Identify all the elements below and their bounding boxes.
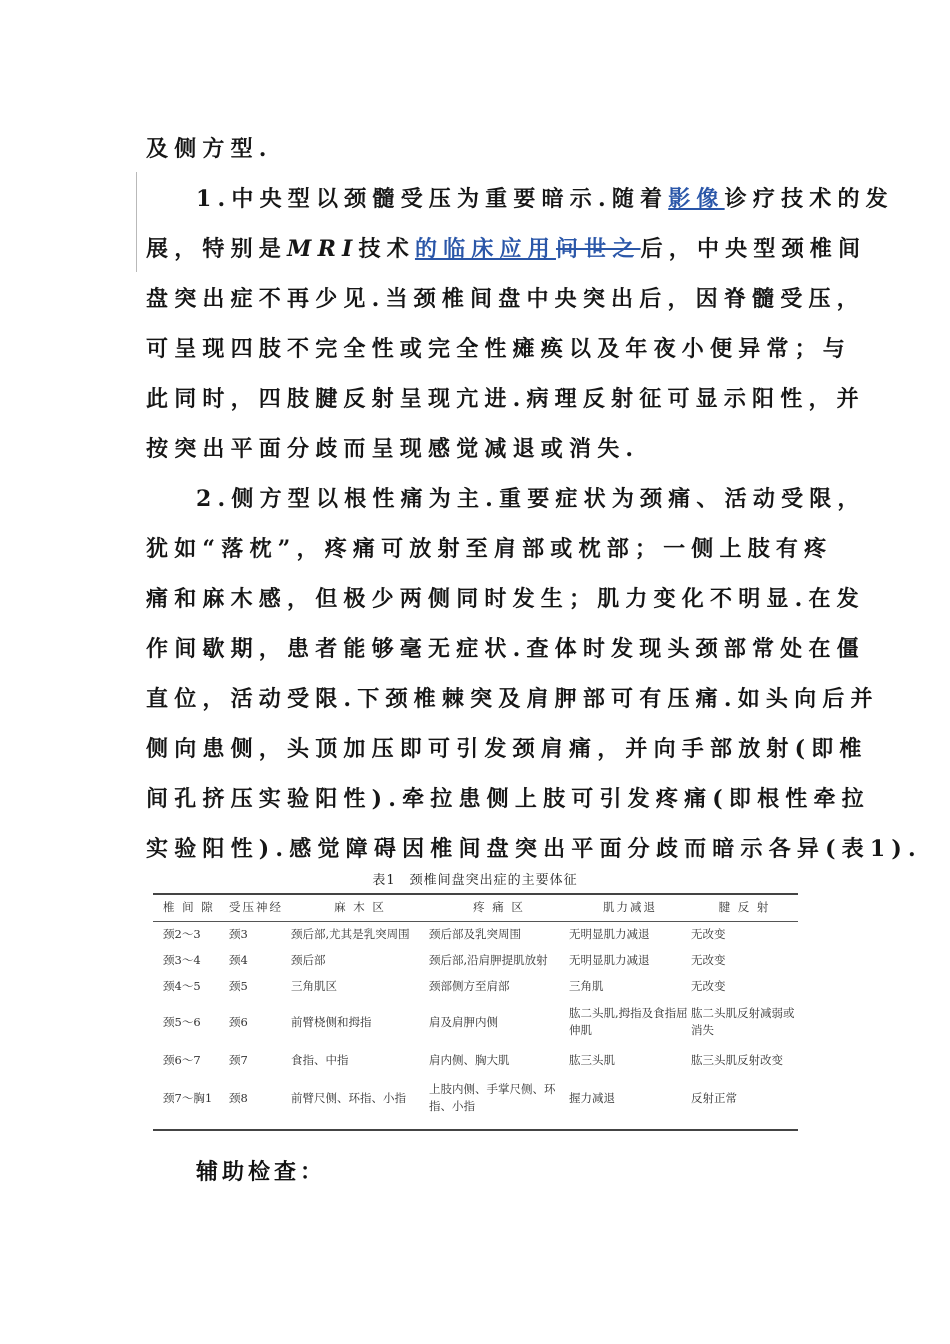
- table-cell: 前臂尺侧、环指、小指: [291, 1090, 406, 1105]
- text-run: 1.中央型以颈髓受压为重要暗示.随着: [196, 186, 669, 212]
- text-run: 犹如“落枕”，疼痛可放射至肩部或枕部；一侧上肢有疼: [146, 536, 833, 562]
- text-run: 展，特别是: [146, 236, 288, 262]
- table-cell: 颈5～6: [163, 1014, 201, 1029]
- table-header-cell: 肌力减退: [603, 900, 657, 914]
- table-cell: 肩内侧、胸大肌: [429, 1052, 510, 1067]
- table-cell: 无改变: [691, 926, 726, 941]
- margin-marker: [136, 172, 137, 272]
- table-cell: 无改变: [691, 952, 726, 967]
- text-run: 后，中央型颈椎间: [640, 236, 867, 262]
- table-cell: 颈7: [229, 1052, 248, 1067]
- table-cell: 无明显肌力减退: [569, 926, 650, 941]
- table-cell: 上肢内侧、手掌尺侧、环指、小指: [429, 1082, 556, 1113]
- paragraph-line: [146, 434, 806, 464]
- table-cell: 肱三头肌: [569, 1052, 615, 1067]
- table-row: [153, 947, 798, 973]
- table-cell: 颈3: [229, 926, 248, 941]
- table-cell: 颈6: [229, 1014, 248, 1029]
- table-row: [153, 921, 798, 947]
- table-cell: 肱三头肌反射改变: [691, 1052, 783, 1067]
- table-cell: 三角肌: [569, 978, 604, 993]
- table-cell: 颈5: [229, 978, 248, 993]
- table-header-row: [153, 893, 798, 921]
- table-row: [153, 1075, 798, 1121]
- section-heading: 辅助检查：: [196, 1159, 327, 1185]
- text-run: 直位，活动受限.下颈椎棘突及肩胛部可有压痛.如头向后并: [146, 686, 879, 712]
- table-cell: 无改变: [691, 978, 726, 993]
- table-cell: 颈7～胸1: [163, 1090, 213, 1105]
- table-cell: 颈2～3: [163, 926, 201, 941]
- text-run: 作间歇期，患者能够毫无症状.查体时发现头颈部常处在僵: [146, 636, 865, 662]
- text-run: 间孔挤压实验阳性).牵拉患侧上肢可引发疼痛(即根性牵拉: [146, 786, 870, 812]
- table-header-cell: 麻 木 区: [334, 900, 386, 914]
- paragraph-line: [146, 834, 922, 864]
- table-header-cell: 椎 间 隙: [163, 900, 215, 914]
- paragraph-line: [146, 134, 806, 164]
- highlighted-text: 影像: [668, 186, 725, 212]
- struck-text: 问世之: [555, 236, 641, 262]
- table-header-cell: 受压神经: [229, 900, 283, 914]
- table-bottom-rule: [153, 1129, 798, 1131]
- table-cell: 肱二头肌,拇指及食指屈伸肌: [569, 1006, 688, 1037]
- text-run: 诊疗技术的发: [724, 186, 894, 212]
- paragraph-line: [146, 284, 865, 314]
- table-row: [153, 999, 798, 1045]
- text-run: 及侧方型.: [146, 136, 273, 162]
- table-row: [153, 1045, 798, 1075]
- table-cell: 颈部侧方至肩部: [429, 978, 510, 993]
- paragraph-line: [146, 334, 852, 364]
- paragraph-line: [146, 734, 868, 764]
- paragraph-line: [146, 684, 879, 714]
- symptom-table: [153, 893, 798, 1121]
- text-run: 可呈现四肢不完全性或完全性瘫痪以及年夜小便异常；与: [146, 336, 852, 362]
- table-caption: 表1 颈椎间盘突出症的主要体征: [372, 873, 578, 888]
- paragraph-line: [146, 384, 865, 414]
- paragraph-line: [146, 634, 865, 664]
- text-run: 痛和麻木感，但极少两侧同时发生；肌力变化不明显.在发: [146, 586, 865, 612]
- table-header-cell: 疼 痛 区: [473, 900, 525, 914]
- table-cell: 反射正常: [691, 1090, 737, 1105]
- table-cell: 颈后部,尤其是乳突周围: [291, 926, 410, 941]
- table-cell: 颈4: [229, 952, 248, 967]
- table-cell: 肩及肩胛内侧: [429, 1014, 498, 1029]
- text-run: 按突出平面分歧而呈现感觉减退或消失.: [146, 436, 640, 462]
- table-row: [153, 973, 798, 999]
- table-cell: 颈8: [229, 1090, 248, 1105]
- table-cell: 食指、中指: [291, 1052, 349, 1067]
- table-cell: 颈6～7: [163, 1052, 201, 1067]
- paragraph-line: [146, 584, 865, 614]
- paragraph-line: [146, 534, 833, 564]
- text-run: 技术: [358, 236, 415, 262]
- table-cell: 握力减退: [569, 1090, 615, 1105]
- text-run: 侧向患侧，头顶加压即可引发颈肩痛，并向手部放射(即椎: [146, 736, 868, 762]
- table-cell: 无明显肌力减退: [569, 952, 650, 967]
- table-cell: 前臂桡侧和拇指: [291, 1014, 372, 1029]
- paragraph-line: [146, 234, 867, 264]
- table-cell: 颈后部及乳突周围: [429, 926, 521, 941]
- paragraph-line: [196, 484, 866, 514]
- text-run: MRI: [287, 236, 359, 262]
- text-run: 盘突出症不再少见.当颈椎间盘中央突出后，因脊髓受压，: [146, 286, 865, 312]
- table-cell: 颈后部: [291, 952, 326, 967]
- table-header-cell: 腱 反 射: [718, 900, 771, 914]
- paragraph-line: [196, 184, 894, 214]
- table-cell: 三角肌区: [291, 978, 337, 993]
- text-run: 实验阳性).感觉障碍因椎间盘突出平面分歧而暗示各异(表1).: [146, 836, 922, 862]
- highlighted-text: 的临床应用: [414, 236, 556, 262]
- text-run: 2.侧方型以根性痛为主.重要症状为颈痛、活动受限，: [196, 486, 866, 512]
- table-cell: 颈3～4: [163, 952, 201, 967]
- paragraph-line: [146, 784, 870, 814]
- table-cell: 颈4～5: [163, 978, 201, 993]
- table-cell: 肱二头肌反射减弱或消失: [691, 1006, 795, 1037]
- table-cell: 颈后部,沿肩胛提肌放射: [429, 952, 548, 967]
- text-run: 此同时，四肢腱反射呈现亢进.病理反射征可显示阳性，并: [146, 386, 865, 412]
